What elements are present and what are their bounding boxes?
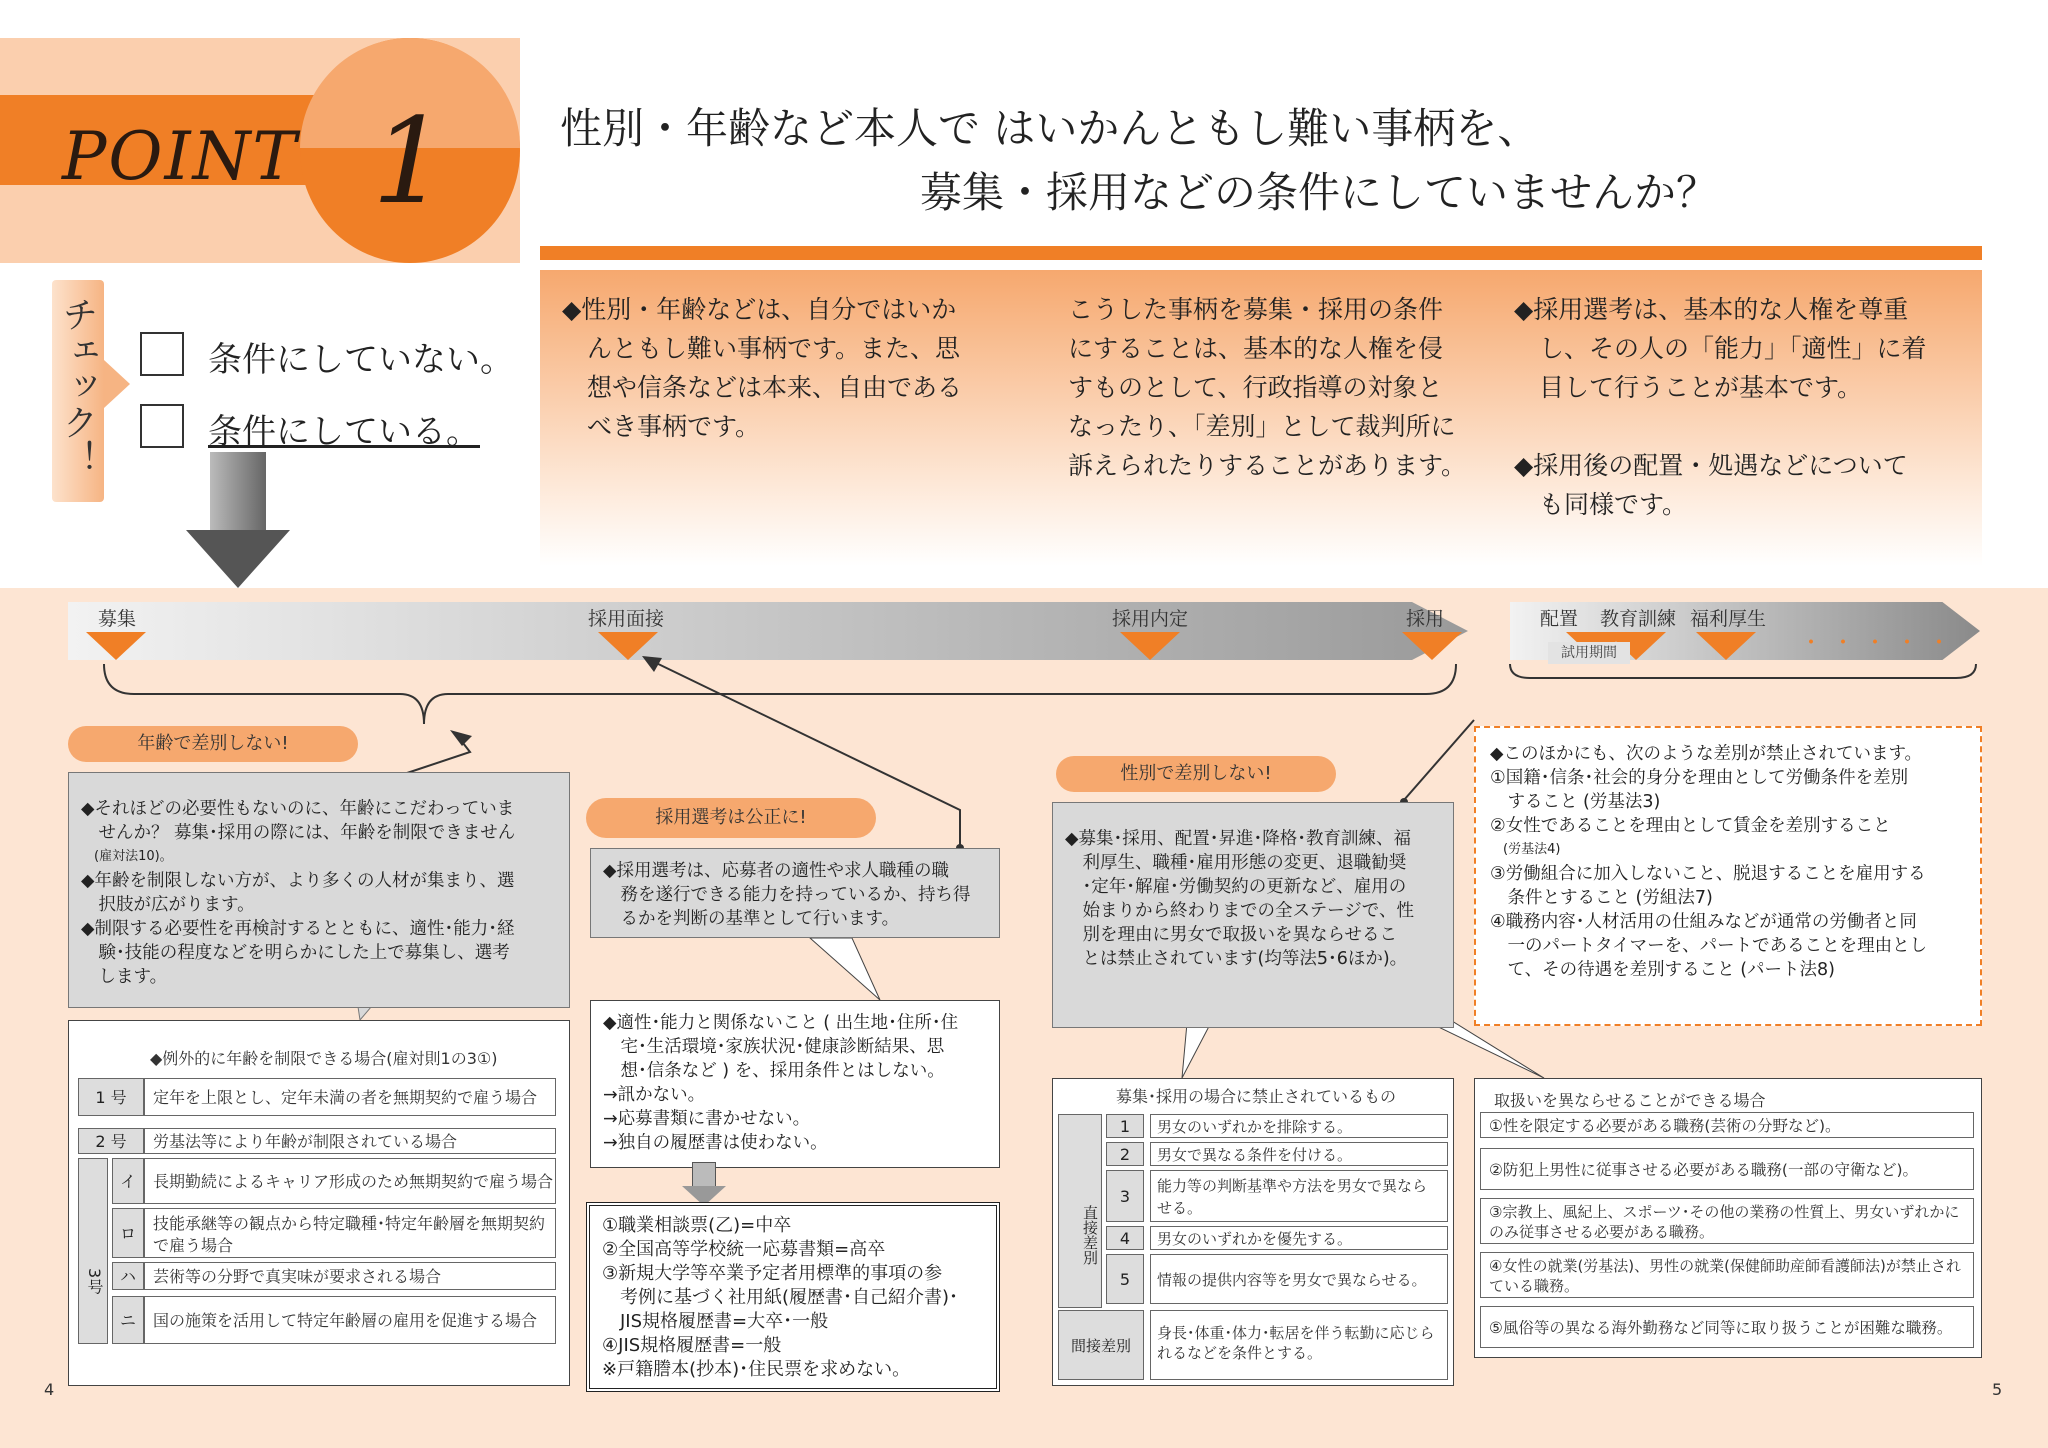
callout-line: →応募書類に書かせない。 xyxy=(603,1109,811,1129)
stage-offer: 採用内定 xyxy=(1112,608,1189,630)
age-row-3b: 技能承継等の観点から特定職種･特定年齢層を無期契約で雇う場合 xyxy=(144,1208,556,1258)
age-exception-title: ◆例外的に年齢を制限できる場合(雇対則1の3①) xyxy=(150,1049,498,1068)
intro-line: 想や信条などは本来、自由である xyxy=(562,373,963,402)
direct-row-2: 男女で異なる条件を付ける。 xyxy=(1150,1142,1448,1166)
age-line: ◆年齢を制限しない方が、より多くの人材が集まり、選 xyxy=(81,871,515,891)
form-line: ①職業相談票(乙)=中卒 xyxy=(602,1215,792,1236)
other-line: 条件とすること (労組法7) xyxy=(1490,888,1713,908)
age-line: ◆それほどの必要性もないのに、年齢にこだわっていま xyxy=(81,799,515,819)
age-row-3d: 国の施策を活用して特定年齢層の雇用を促進する場合 xyxy=(144,1296,556,1344)
intro-line: ◆性別・年齢などは、自分ではいか xyxy=(562,295,957,324)
stage-interview: 採用面接 xyxy=(588,608,665,630)
form-line: 考例に基づく社用紙(履歴書･自己紹介書)･ xyxy=(602,1287,959,1308)
allowed-row-4: ④女性の就業(労基法)、男性の就業(保健師助産師看護師法)が禁止されている職務。 xyxy=(1480,1252,1974,1298)
point-word: POINT xyxy=(62,118,299,195)
other-line: ②女性であることを理由として賃金を差別すること xyxy=(1490,816,1891,836)
fair-line: るかを判断の基準として行います。 xyxy=(603,909,900,929)
intro-line: こうした事柄を募集・採用の条件 xyxy=(1068,295,1444,324)
age-row-1: 定年を上限とし、定年未満の者を無期契約で雇う場合 xyxy=(144,1078,556,1116)
gender-line: 別を理由に男女で取扱いを異ならせるこ xyxy=(1065,925,1397,945)
row-num: ハ xyxy=(112,1262,144,1290)
timeline-ellipsis: ・・・・・ xyxy=(1800,631,1961,656)
callout-line: ◆適性･能力と関係ないこと ( 出生地･住所･住 xyxy=(603,1013,959,1033)
fair-box xyxy=(590,848,1000,938)
page-number-right: 5 xyxy=(1992,1380,2003,1399)
age-row-2: 労基法等により年齢が制限されている場合 xyxy=(144,1128,556,1154)
gender-line: 利厚生、職種･雇用形態の変更、退職勧奨 xyxy=(1065,853,1407,873)
form-line: ②全国高等学校統一応募書類=高卒 xyxy=(602,1239,886,1260)
row-num: 5 xyxy=(1106,1254,1144,1304)
form-line: ④JIS規格履歴書=一般 xyxy=(602,1335,782,1356)
other-line: ◆このほかにも、次のような差別が禁止されています。 xyxy=(1490,744,1923,764)
intro-line: も同様です。 xyxy=(1514,490,1688,519)
page-number-left: 4 xyxy=(44,1380,55,1399)
callout-line: 想･信条など ) を、採用条件とはしない。 xyxy=(603,1061,945,1081)
other-discrimination-box xyxy=(1474,726,1982,1026)
other-line: ④職務内容･人材活用の仕組みなどが通常の労働者と同 xyxy=(1490,912,1917,932)
prohibited-title: 募集･採用の場合に禁止されているもの xyxy=(1116,1087,1397,1106)
form-line: JIS規格履歴書=大卒･一般 xyxy=(602,1311,829,1332)
other-line: すること (労基法3) xyxy=(1490,792,1661,812)
intro-line: ◆採用後の配置・処遇などについて xyxy=(1514,451,1908,480)
direct-row-1: 男女のいずれかを排除する。 xyxy=(1150,1114,1448,1138)
row-num: ロ xyxy=(112,1208,144,1258)
application-forms-box xyxy=(586,1202,1000,1392)
gender-line: ･定年･解雇･労働契約の更新など、雇用の xyxy=(1065,877,1407,897)
other-line: ①国籍･信条･社会的身分を理由として労働条件を差別 xyxy=(1490,768,1909,788)
age-line: (雇対法10)。 xyxy=(81,849,173,864)
intro-line: なったり、「差別」として裁判所に xyxy=(1068,412,1456,441)
stage-hire: 採用 xyxy=(1406,608,1445,630)
row-num: 2 xyxy=(1106,1142,1144,1166)
indirect-discrimination-label: 間接差別 xyxy=(1058,1310,1144,1380)
direct-discrimination-label: 直接差別 xyxy=(1058,1114,1102,1308)
allowed-row-2: ②防犯上男性に従事させる必要がある職務(一部の守衛など)。 xyxy=(1480,1148,1974,1190)
other-line: て、その待遇を差別すること (パート法8) xyxy=(1490,960,1836,980)
gender-box xyxy=(1052,802,1454,1028)
stage-placement: 配置 xyxy=(1540,608,1579,630)
stage-recruit: 募集 xyxy=(98,608,137,630)
row-num: 2 号 xyxy=(78,1128,144,1154)
stage-welfare: 福利厚生 xyxy=(1690,608,1767,630)
intro-line: すものとして、行政指導の対象と xyxy=(1068,373,1443,402)
age-line: します。 xyxy=(81,967,168,987)
fair-callout xyxy=(590,1000,1000,1168)
headline-line1: 性別・年齢など本人で はいかんともし難い事柄を、 xyxy=(560,104,1540,153)
form-line: ※戸籍謄本(抄本)･住民票を求めない。 xyxy=(602,1359,911,1380)
intro-line: ◆採用選考は、基本的な人権を尊重 xyxy=(1514,295,1909,324)
age-line: ◆制限する必要性を再検討するとともに、適性･能力･経 xyxy=(81,919,515,939)
row-num: イ xyxy=(112,1158,144,1204)
gender-line: ◆募集･採用、配置･昇進･降格･教育訓練、福 xyxy=(1065,829,1411,849)
callout-line: →独自の履歴書は使わない。 xyxy=(603,1133,828,1153)
row-num: 1 xyxy=(1106,1114,1144,1138)
intro-line: 訴えられたりすることがあります。 xyxy=(1068,451,1467,480)
row-num: 3 xyxy=(1106,1170,1144,1222)
fair-line: 務を遂行できる能力を持っているか、持ち得 xyxy=(603,885,971,905)
intro-line: し、その人の「能力」「適性」に着 xyxy=(1514,334,1927,363)
direct-row-5: 情報の提供内容等を男女で異ならせる。 xyxy=(1150,1254,1448,1304)
age-line: 験･技能の程度などを明らかにした上で募集し、選考 xyxy=(81,943,510,963)
age-pill: 年齢で差別しない! xyxy=(68,726,358,762)
intro-line: べき事柄です。 xyxy=(562,412,761,441)
point-number: 1 xyxy=(372,92,448,230)
age-row-3a: 長期勤続によるキャリア形成のため無期契約で雇う場合 xyxy=(144,1158,556,1204)
other-line: (労基法4) xyxy=(1490,842,1561,857)
gender-line: とは禁止されています(均等法5･6ほか)。 xyxy=(1065,949,1408,969)
fair-line: ◆採用選考は、応募者の適性や求人職種の職 xyxy=(603,861,949,881)
option-not-conditioned: 条件にしていない。 xyxy=(208,340,514,380)
row-num: 1 号 xyxy=(78,1078,144,1116)
callout-line: 宅･生活環境･家族状況･健康診断結果、思 xyxy=(603,1037,945,1057)
intro-line: 目して行うことが基本です。 xyxy=(1514,373,1863,402)
form-line: ③新規大学等卒業予定者用標準的事項の参 xyxy=(602,1263,943,1284)
fair-pill: 採用選考は公正に! xyxy=(586,798,876,838)
gender-line: 始まりから終わりまでの全ステージで、性 xyxy=(1065,901,1414,921)
check-label: チェック！ xyxy=(57,296,98,476)
direct-row-4: 男女のいずれかを優先する。 xyxy=(1150,1226,1448,1250)
small-arrow-shaft xyxy=(692,1162,716,1186)
stage-training: 教育訓練 xyxy=(1600,608,1677,630)
allowed-row-5: ⑤風俗等の異なる海外勤務など同等に取り扱うことが困難な職務。 xyxy=(1480,1306,1974,1348)
option-conditioned: 条件にしている。 xyxy=(208,412,480,452)
intro-line: んともし難い事柄です。また、思 xyxy=(562,334,961,363)
headline-line2: 募集・採用などの条件にしていませんか？ xyxy=(920,168,1719,217)
row-group-label: 3号 xyxy=(78,1158,108,1344)
intro-line: にすることは、基本的な人権を侵 xyxy=(1068,334,1444,363)
other-line: ③労働組合に加入しないこと、脱退することを雇用する xyxy=(1490,864,1926,884)
age-box xyxy=(68,772,570,1008)
allowed-title: 取扱いを異ならせることができる場合 xyxy=(1494,1091,1766,1110)
row-num: 4 xyxy=(1106,1226,1144,1250)
trial-period-label: 試用期間 xyxy=(1548,642,1630,664)
age-line: せんか？ 募集･採用の際には、年齢を制限できません xyxy=(81,823,516,843)
callout-line: →訊かない。 xyxy=(603,1085,706,1105)
age-line: 択肢が広がります。 xyxy=(81,895,255,915)
direct-row-3: 能力等の判断基準や方法を男女で異ならせる。 xyxy=(1150,1170,1448,1222)
indirect-row: 身長･体重･体力･転居を伴う転勤に応じられるなどを条件とする。 xyxy=(1150,1310,1448,1380)
row-num: ニ xyxy=(112,1296,144,1344)
other-line: 一のパートタイマーを、パートであることを理由とし xyxy=(1490,936,1928,956)
allowed-row-1: ①性を限定する必要がある職務(芸術の分野など)。 xyxy=(1480,1112,1974,1138)
allowed-row-3: ③宗教上、風紀上、スポーツ･その他の業務の性質上、男女いずれかにのみ従事させる必要がある職務。 xyxy=(1480,1198,1974,1244)
age-row-3c: 芸術等の分野で真実味が要求される場合 xyxy=(144,1262,556,1290)
gender-pill: 性別で差別しない! xyxy=(1056,756,1336,792)
